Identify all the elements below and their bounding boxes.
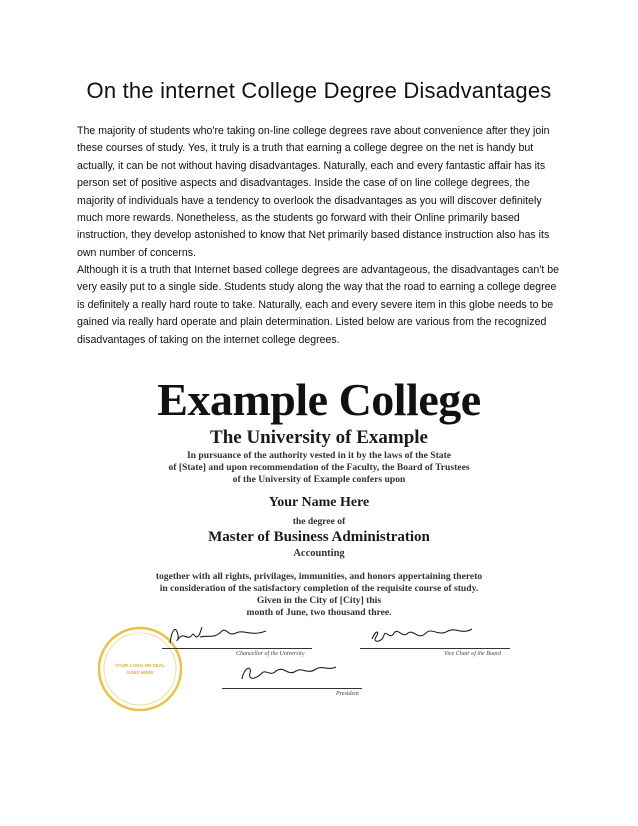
diploma-closing-line: month of June, two thousand three. bbox=[246, 607, 392, 618]
president-signature bbox=[236, 661, 346, 687]
paragraph-1: The majority of students who're taking on-line college degrees rave about convenience after they join these courses of study. Yes, it truly is a truth that earning a college degree on the net is handy but actually, it can be not without having disadvantages. Naturally, each and every fantastic affair has its person set of positive aspects and disadvantages. Inside the case of on line college degrees, the majority of individuals have a tendency to overlook the disadvantages as you will discover definitely much more rewards. Nonetheless, as the students go forward with their Online primarily based instruction, they develop astonished to know that Net primarily based distance instruction also has its own number of concerns. bbox=[77, 125, 550, 259]
diploma-authority-line: of [State] and upon recommendation of the Faculty, the Board of Trustees bbox=[168, 462, 470, 473]
page-title: On the internet College Degree Disadvantages bbox=[86, 78, 552, 103]
vice-chair-title: Vice Chair of the Board bbox=[444, 651, 501, 657]
president-title: President bbox=[336, 691, 359, 697]
diploma-degree: Master of Business Administration bbox=[208, 529, 430, 545]
diploma-closing-line: in consideration of the satisfactory completion of the requisite course of study. bbox=[159, 583, 479, 594]
diploma-university-name: The University of Example bbox=[210, 427, 428, 448]
signature-line bbox=[222, 688, 362, 689]
diploma-authority-line: of the University of Example confers upon bbox=[232, 474, 406, 485]
diploma-degree-of: the degree of bbox=[292, 516, 346, 527]
diploma-authority-line: In pursuance of the authority vested in it by the laws of the State bbox=[186, 450, 452, 461]
diploma-recipient: Your Name Here bbox=[268, 495, 370, 510]
paragraph-2: Although it is a truth that Internet based college degrees are advantageous, the disadvantages can't be very easily put to a single side. Students study along the way that the road to earning a college degree is definitely a really hard route to take. Naturally, each and every severe item in this globe needs to be gained via really hard operate and plain determination. Listed below are various from the recognized disadvantages of taking on the internet college degrees. bbox=[77, 264, 560, 346]
svg-text:GOES HERE: GOES HERE bbox=[126, 670, 154, 675]
chancellor-signature bbox=[166, 623, 276, 649]
diploma-closing-line: together with all rights, privilages, immunities, and honors appertaining thereto bbox=[155, 571, 483, 582]
diploma-image bbox=[96, 355, 542, 715]
diploma-major: Accounting bbox=[293, 548, 345, 559]
diploma-college-name: Example College bbox=[157, 374, 481, 425]
vice-chair-signature bbox=[368, 623, 478, 649]
chancellor-title: Chancellor of the University bbox=[236, 651, 305, 657]
signature-line bbox=[162, 648, 312, 649]
diploma-closing-line: Given in the City of [City] this bbox=[256, 595, 382, 606]
signature-line bbox=[360, 648, 510, 649]
svg-text:YOUR LOGO OR SEAL: YOUR LOGO OR SEAL bbox=[115, 663, 165, 668]
